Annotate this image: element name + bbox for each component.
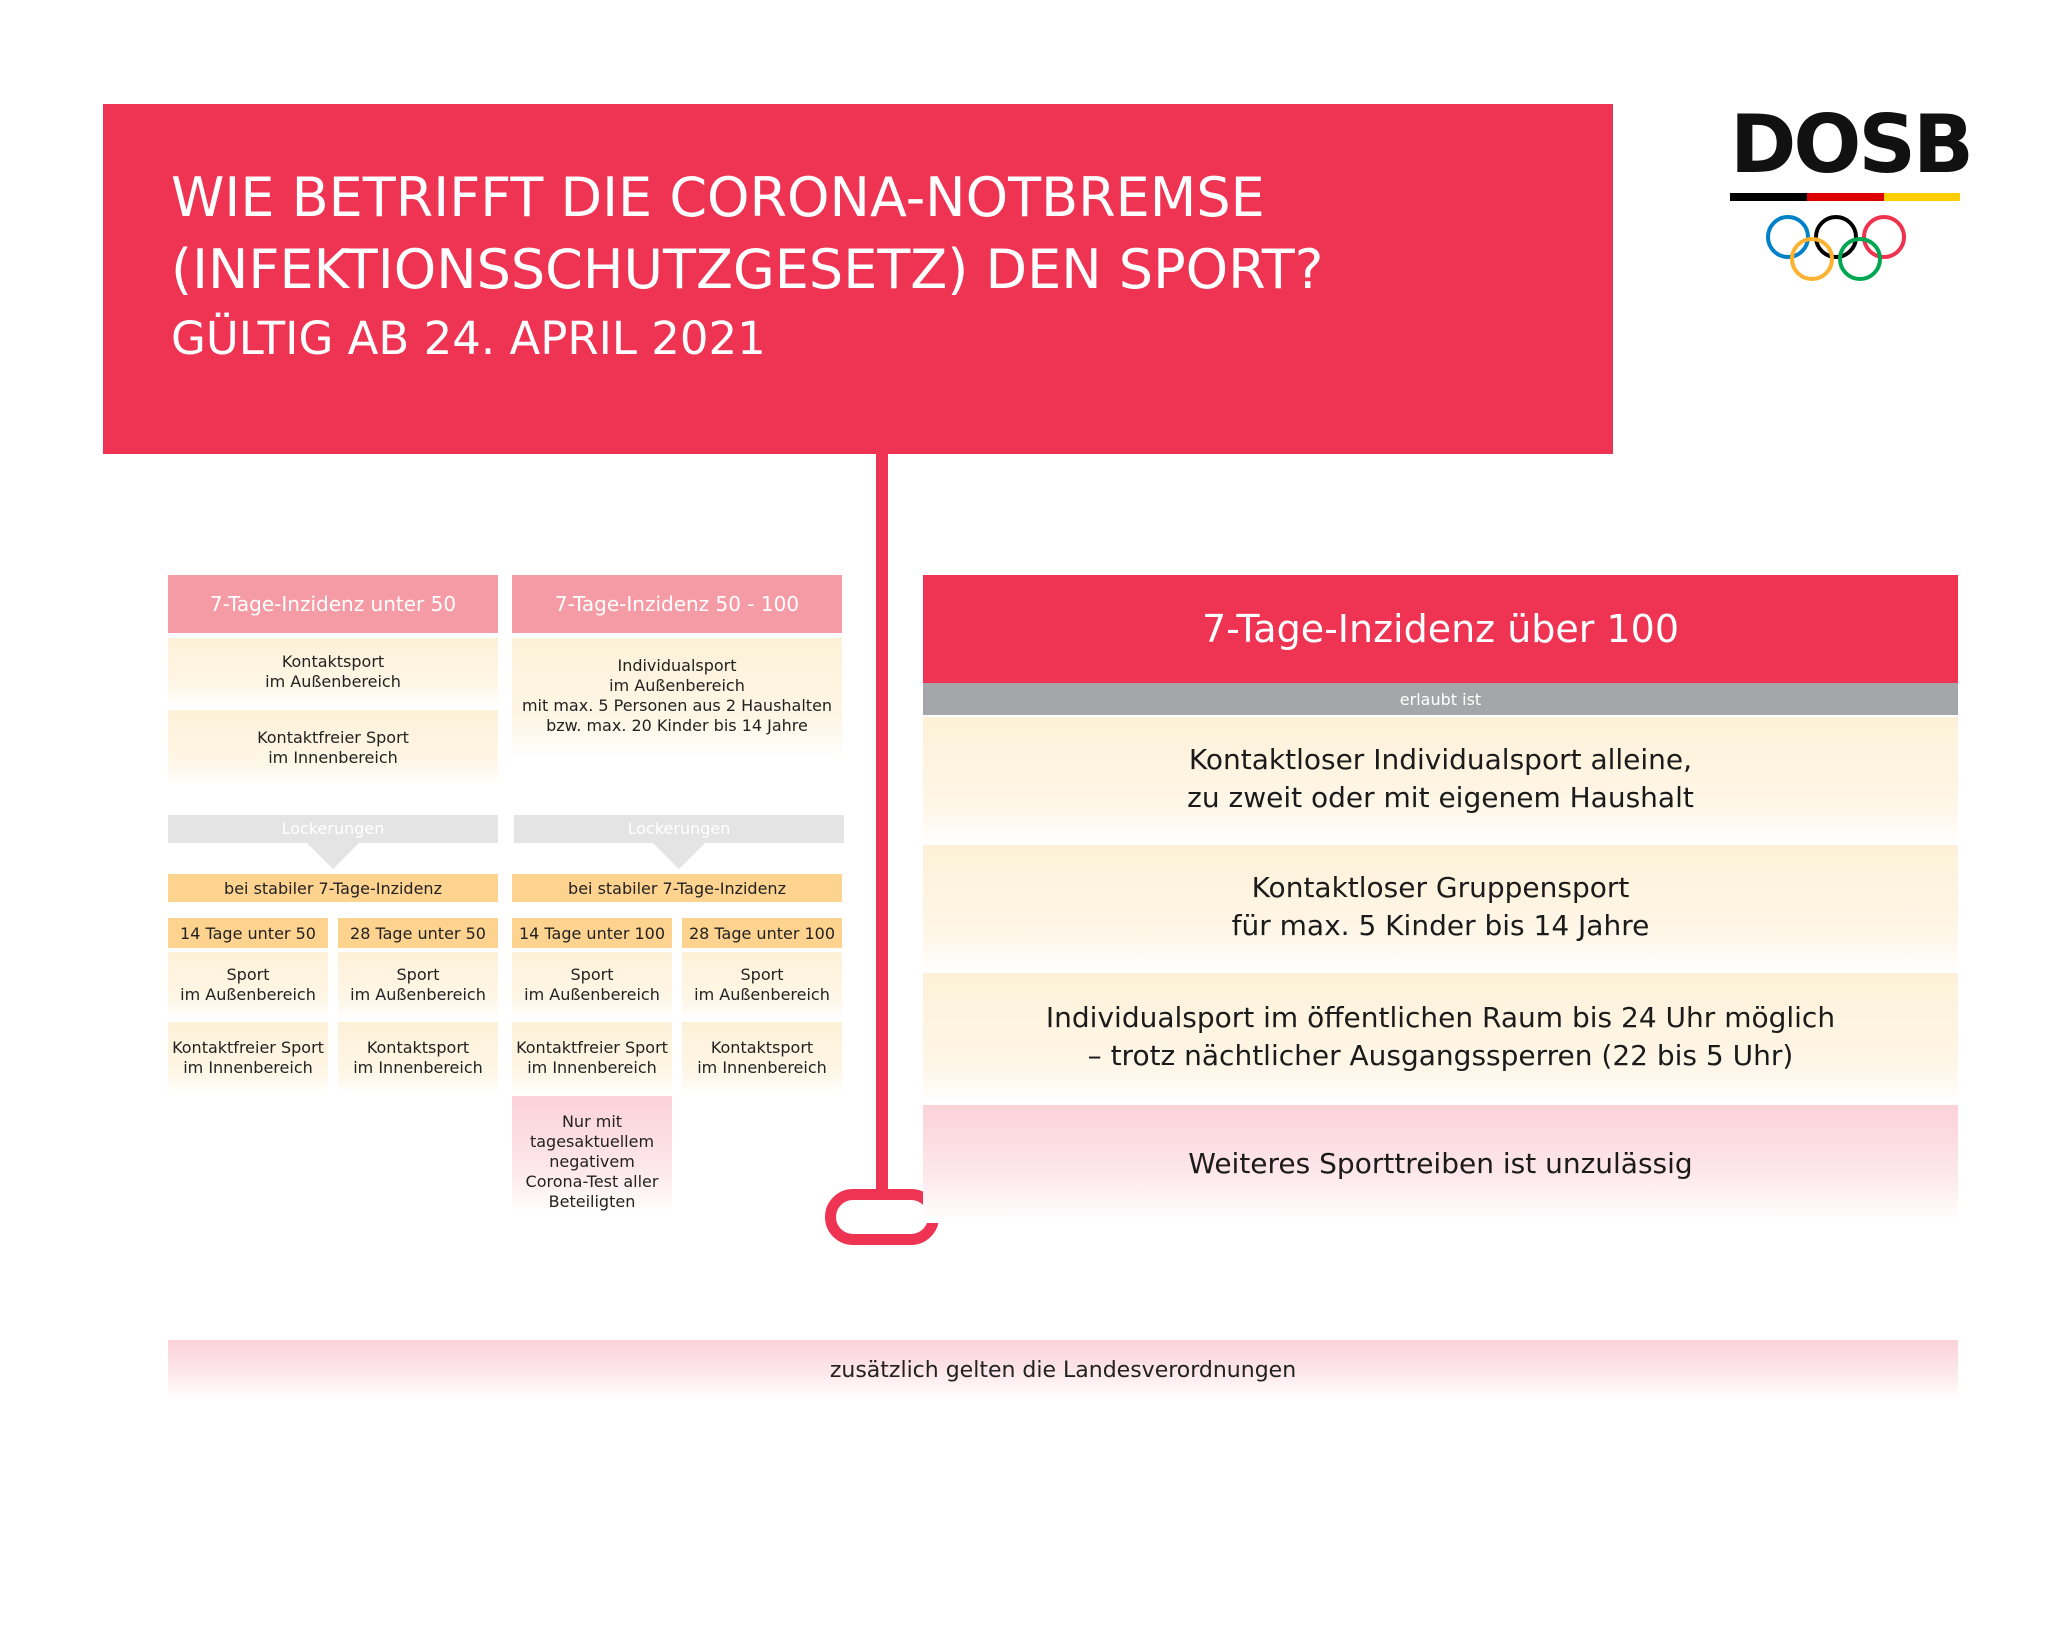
title-line-1: WIE BETRIFFT DIE CORONA-NOTBREMSE: [171, 166, 1265, 229]
right-row-1: Kontaktloser Individualsport alleine, zu zweit oder mit eigenem Haushalt: [923, 717, 1958, 841]
flag-gold-stripe: [1884, 193, 1960, 201]
col1-lockerungen-bar: Lockerungen: [168, 815, 498, 843]
col2-lockerungen-bar: Lockerungen: [514, 815, 844, 843]
col2-sub1-item-2: Kontaktfreier Sport im Innenbereich: [512, 1022, 672, 1094]
col1-sub2-item-2: Kontaktsport im Innenbereich: [338, 1022, 498, 1094]
header-banner: [103, 104, 1613, 454]
dosb-logo: [1730, 98, 1972, 290]
subtitle-date: GÜLTIG AB 24. APRIL 2021: [171, 312, 766, 365]
col1-header: 7-Tage-Inzidenz unter 50: [168, 575, 498, 633]
right-allowed-label: erlaubt ist: [923, 683, 1958, 715]
title-line-2: (INFEKTIONSSCHUTZGESETZ) DEN SPORT?: [171, 238, 1324, 301]
flag-black-stripe: [1730, 193, 1807, 201]
col1-item-2: Kontaktfreier Sport im Innenbereich: [168, 710, 498, 786]
col1-sub1-item-1: Sport im Außenbereich: [168, 952, 328, 1018]
col1-sub2-item-1: Sport im Außenbereich: [338, 952, 498, 1018]
col2-sub1-test-note: Nur mit tagesaktuellem negativem Corona-Test aller Beteiligten: [512, 1096, 672, 1216]
col2-sub2-item-1: Sport im Außenbereich: [682, 952, 842, 1018]
right-row-4: Weiteres Sporttreiben ist unzulässig: [923, 1105, 1958, 1223]
col2-item-1: Individualsport im Außenbereich mit max. 5 Personen aus 2 Haushalten bzw. max. 20 Kinder bis 14 Jahre: [512, 638, 842, 758]
olympic-rings-icon: [1764, 213, 1914, 285]
right-row-2: Kontaktloser Gruppensport für max. 5 Kinder bis 14 Jahre: [923, 845, 1958, 969]
col2-down-arrow-icon: [653, 843, 705, 869]
col2-stable-label: bei stabiler 7-Tage-Inzidenz: [512, 874, 842, 902]
connector-handle: [825, 1189, 939, 1245]
col1-sub2-label: 28 Tage unter 50: [338, 918, 498, 948]
col2-sub2-label: 28 Tage unter 100: [682, 918, 842, 948]
footer-note: zusätzlich gelten die Landesverordnungen: [168, 1340, 1958, 1400]
col1-sub1-label: 14 Tage unter 50: [168, 918, 328, 948]
flag-red-stripe: [1807, 193, 1884, 201]
col1-stable-label: bei stabiler 7-Tage-Inzidenz: [168, 874, 498, 902]
col2-sub1-label: 14 Tage unter 100: [512, 918, 672, 948]
col2-sub2-item-2: Kontaktsport im Innenbereich: [682, 1022, 842, 1094]
dosb-logo-text: DOSB: [1730, 98, 1972, 191]
connector-line: [876, 454, 888, 1194]
right-row-3: Individualsport im öffentlichen Raum bis 24 Uhr möglich – trotz nächtlicher Ausgangssperren (22 bis 5 Uhr): [923, 973, 1958, 1101]
col2-header: 7-Tage-Inzidenz 50 - 100: [512, 575, 842, 633]
col2-sub1-item-1: Sport im Außenbereich: [512, 952, 672, 1018]
col1-sub1-item-2: Kontaktfreier Sport im Innenbereich: [168, 1022, 328, 1094]
col1-item-1: Kontaktsport im Außenbereich: [168, 638, 498, 706]
col1-down-arrow-icon: [307, 843, 359, 869]
right-header: 7-Tage-Inzidenz über 100: [923, 575, 1958, 683]
